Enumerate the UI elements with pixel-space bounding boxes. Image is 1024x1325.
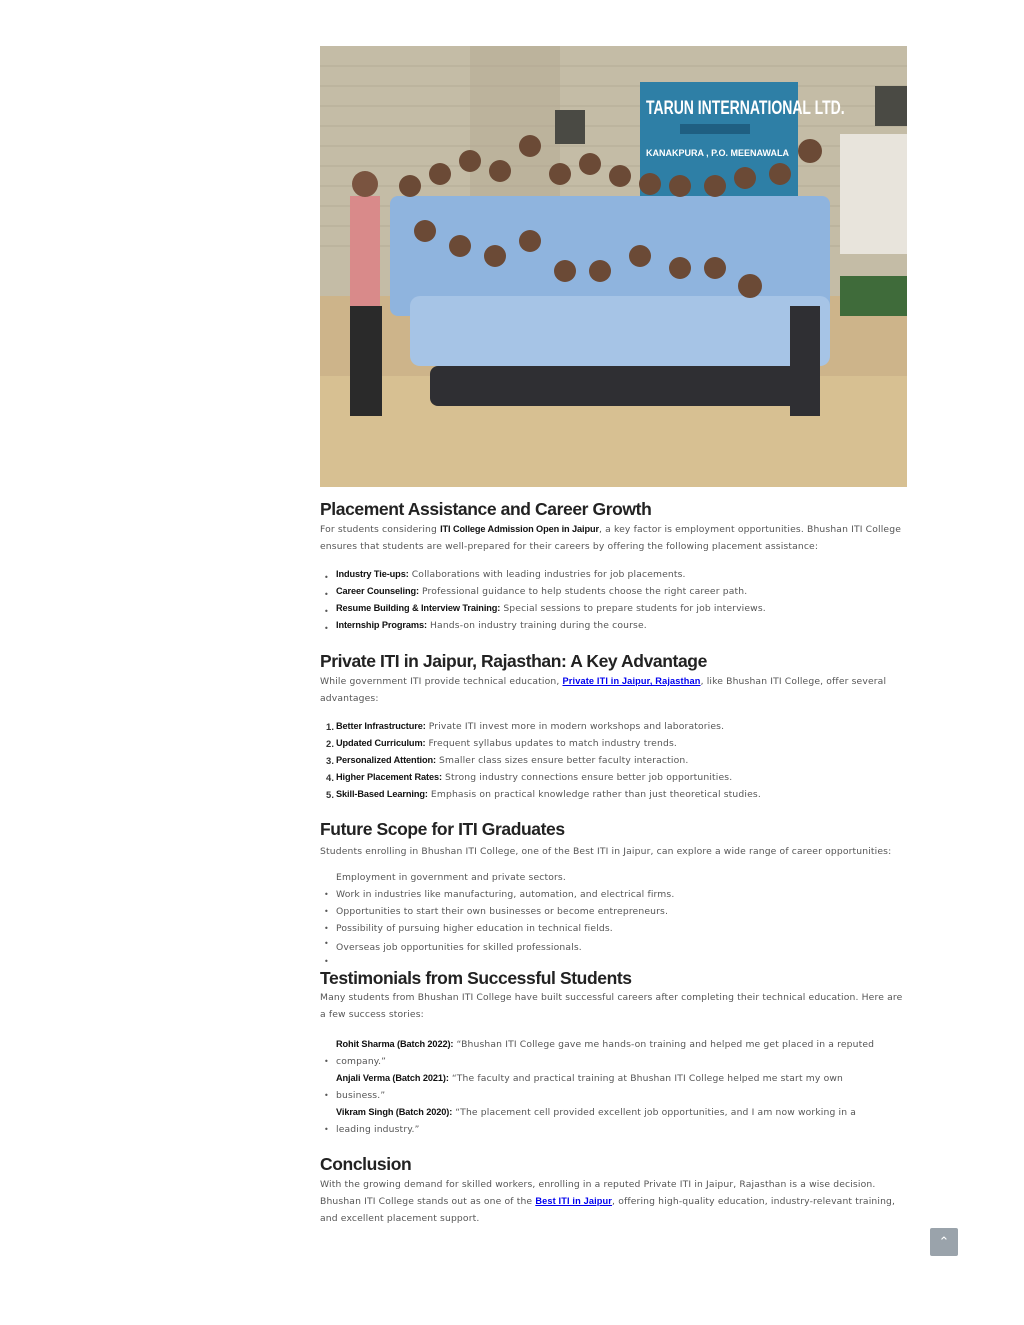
- list-item: [320, 903, 907, 920]
- list-item: [320, 752, 907, 769]
- item-text: Professional guidance to help students choose the right career path.: [418, 586, 748, 597]
- item-label: Career Counseling:: [336, 586, 419, 596]
- list-item: [320, 567, 907, 584]
- item-text: Work in industries like manufacturing, automation, and electrical firms.: [336, 889, 675, 900]
- group-photo: [320, 46, 907, 487]
- item-text: Employment in government and private sectors.: [336, 872, 566, 883]
- testimonial-item: [320, 1036, 907, 1070]
- testimonial-item: [320, 1070, 907, 1104]
- item-label: Industry Tie-ups:: [336, 569, 409, 579]
- item-text: Hands-on industry training during the course.: [426, 620, 647, 631]
- item-text: Frequent syllabus updates to match industry trends.: [425, 738, 677, 749]
- private-iti-link[interactable]: Private ITI in Jaipur, Rajasthan: [562, 676, 701, 686]
- testimonial-quote-end: business.”: [336, 1090, 386, 1101]
- private-intro: [320, 673, 907, 707]
- placement-intro: [320, 521, 907, 555]
- private-section: [320, 650, 907, 803]
- list-item: [320, 601, 907, 618]
- placement-intro-strong: ITI College Admission Open in Jaipur: [440, 524, 599, 534]
- future-heading: Future Scope for ITI Graduates: [320, 819, 565, 839]
- item-number: 4.: [326, 772, 335, 783]
- item-number: 1.: [326, 721, 335, 732]
- bullet: •: [324, 890, 329, 899]
- testimonial-quote: “The placement cell provided excellent job opportunities, and I am now working in a: [452, 1107, 857, 1118]
- item-label: Better Infrastructure:: [336, 721, 426, 731]
- testimonial-quote: “Bhushan ITI College gave me hands-on training and helped me get placed in a reputed: [453, 1039, 875, 1050]
- item-text: Special sessions to prepare students for job interviews.: [500, 603, 766, 614]
- list-item: [320, 769, 907, 786]
- bullet: •: [324, 573, 329, 582]
- advantages-list: [320, 718, 907, 803]
- testimonial-quote-end: company.”: [336, 1056, 387, 1067]
- testimonial-author: Anjali Verma (Batch 2021):: [336, 1073, 449, 1083]
- list-item: [320, 786, 907, 803]
- bullet: •: [324, 907, 329, 916]
- future-list: [320, 870, 907, 966]
- item-label: Higher Placement Rates:: [336, 772, 442, 782]
- item-label: Updated Curriculum:: [336, 738, 426, 748]
- placement-heading: Placement Assistance and Career Growth: [320, 499, 652, 519]
- item-text: Opportunities to start their own businesses or become entrepreneurs.: [336, 906, 669, 917]
- testimonial-quote: “The faculty and practical training at Bhushan ITI College helped me start my own: [448, 1073, 843, 1084]
- testimonials-intro: Many students from Bhushan ITI College have built successful careers after completing their technical education. Here are a few success stories:: [320, 992, 903, 1020]
- placement-list: [320, 567, 907, 635]
- list-item: [320, 920, 907, 937]
- item-label: Personalized Attention:: [336, 755, 436, 765]
- bullet: •: [324, 1091, 329, 1100]
- item-number: 2.: [326, 738, 335, 749]
- sign-text-1: TARUN INTERNATIONAL LTD.: [646, 96, 845, 119]
- item-number: 3.: [326, 755, 335, 766]
- conclusion-text-2: , offering high-quality education, industry-relevant training, and excellent placement support.: [320, 1196, 896, 1224]
- bullet: •: [324, 1057, 329, 1066]
- private-heading: Private ITI in Jaipur, Rajasthan: A Key Advantage: [320, 651, 707, 671]
- bullet: •: [324, 1125, 329, 1134]
- article: [320, 46, 907, 1227]
- item-text: Possibility of pursuing higher education in technical fields.: [336, 923, 613, 934]
- testimonial-author: Vikram Singh (Batch 2020):: [336, 1107, 453, 1117]
- bullet: •: [324, 590, 329, 599]
- item-text: Strong industry connections ensure better job opportunities.: [441, 772, 733, 783]
- list-item: [320, 735, 907, 752]
- conclusion-text: [320, 1176, 907, 1227]
- list-item: [320, 886, 907, 903]
- list-item: [320, 870, 907, 886]
- future-section: [320, 818, 907, 966]
- item-text: Smaller class sizes ensure better faculty interaction.: [435, 755, 689, 766]
- item-text: Collaborations with leading industries for job placements.: [408, 569, 686, 580]
- item-number: 5.: [326, 789, 335, 800]
- testimonials-section: [320, 967, 907, 1138]
- scroll-to-top-button[interactable]: [930, 1228, 958, 1256]
- future-intro: Students enrolling in Bhushan ITI College, one of the Best ITI in Jaipur, can explore a wide range of career opportunities:: [320, 846, 892, 857]
- placement-section: [320, 498, 907, 635]
- placement-intro-text: For students considering: [320, 524, 441, 535]
- private-intro-text: While government ITI provide technical education,: [320, 676, 563, 687]
- list-item: [320, 718, 907, 735]
- item-label: Skill-Based Learning:: [336, 789, 428, 799]
- bullet: •: [324, 924, 329, 933]
- testimonials-heading: Testimonials from Successful Students: [320, 968, 632, 988]
- conclusion-section: [320, 1153, 907, 1227]
- private-intro-text-2: , like Bhushan ITI College, offer several advantages:: [320, 676, 887, 704]
- list-item: [320, 937, 907, 966]
- testimonial-quote-end: leading industry.”: [336, 1124, 420, 1135]
- conclusion-heading: Conclusion: [320, 1154, 412, 1174]
- item-text: Private ITI invest more in modern workshops and laboratories.: [425, 721, 725, 732]
- best-iti-link[interactable]: Best ITI in Jaipur: [535, 1196, 613, 1206]
- testimonial-item: [320, 1104, 907, 1138]
- bullet: •: [324, 957, 329, 966]
- chevron-up-icon: ⌃: [938, 1234, 950, 1250]
- sign-text-2: KANAKPURA , P.O. MEENAWALA: [646, 148, 790, 158]
- testimonial-author: Rohit Sharma (Batch 2022):: [336, 1039, 454, 1049]
- item-text: Emphasis on practical knowledge rather than just theoretical studies.: [427, 789, 761, 800]
- group-photo-illustration: [320, 46, 907, 487]
- testimonials-list: [320, 1036, 907, 1138]
- list-item: [320, 584, 907, 601]
- bullet: •: [324, 607, 329, 616]
- bullet: •: [324, 624, 329, 633]
- item-label: Internship Programs:: [336, 620, 427, 630]
- placement-intro-text-2: , a key factor is employment opportunities. Bhushan ITI College ensures that students are well-prepared for their careers by offering the following placement assistance:: [320, 524, 901, 552]
- item-label: Resume Building & Interview Training:: [336, 603, 501, 613]
- bullet: •: [324, 939, 329, 948]
- item-text: Overseas job opportunities for skilled professionals.: [336, 942, 582, 953]
- list-item: [320, 618, 907, 635]
- conclusion-text-1: With the growing demand for skilled workers, enrolling in a reputed Private ITI in Jaipur, Rajasthan is a wise decision. Bhushan ITI College stands out as one of the: [320, 1179, 876, 1207]
